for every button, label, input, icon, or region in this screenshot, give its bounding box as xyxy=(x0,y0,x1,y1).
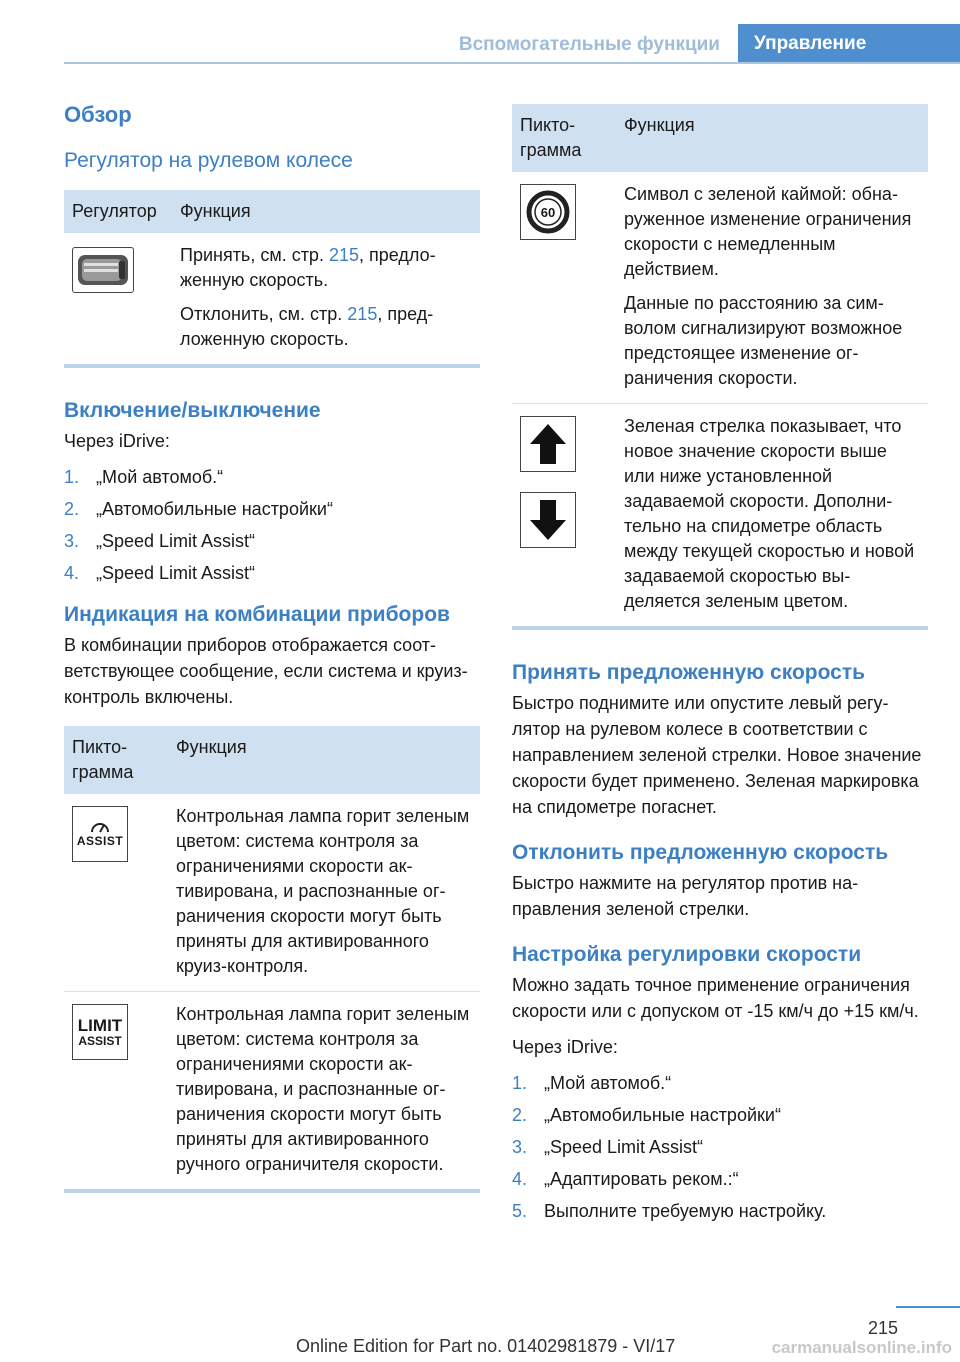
page-link[interactable]: 215 xyxy=(347,304,378,324)
reject-heading: Отклонить предложенную скорость xyxy=(512,841,889,864)
right-column xyxy=(512,104,928,1238)
onoff-intro: Через iDrive: xyxy=(64,431,170,451)
steering-control-subtitle: Регулятор на рулевом колесе xyxy=(64,149,353,172)
table-header-control: Регулятор xyxy=(64,190,172,233)
table-row: Принять, см. стр. 215, предложенную скорость. Отклонить, см. стр. 215, предложенную скорость. xyxy=(64,233,480,366)
table-cell: Символ с зеленой каймой: обнаруженное изменение ограничения скорости с немедленным действием. xyxy=(624,184,912,279)
table-row xyxy=(64,794,480,992)
table-header-function: Функция xyxy=(172,190,480,233)
onoff-steps xyxy=(64,464,480,586)
onoff-heading: Включение/выключение xyxy=(64,399,321,422)
list-item: 5. Выполните требуемую настройку. xyxy=(512,1201,827,1221)
table-header-function: Функция xyxy=(168,726,480,794)
table-header-pictogram: Пиктограмма xyxy=(512,104,616,172)
table-row xyxy=(512,404,928,629)
header-rule xyxy=(64,62,960,64)
table-row xyxy=(64,992,480,1192)
table-cell: Контрольная лампа горит зеленым цветом: система контроля за ограничениями скорости активирована, и распознанные ограничения скорости могут быть приняты для активированного ручного ограничителя скорости. xyxy=(168,992,480,1192)
assist-icon: ASSIST xyxy=(72,806,128,862)
table-header-function: Функция xyxy=(616,104,928,172)
header-chapter-tab: Управление xyxy=(738,24,960,64)
adjust-heading: Настройка регулировки скорости xyxy=(512,943,862,966)
adjust-intro: Через iDrive: xyxy=(512,1037,618,1057)
list-item: 2. „Автомобильные настройки“ xyxy=(512,1105,781,1125)
reject-text: Быстро нажмите на регулятор против направления зеленой стрелки. xyxy=(512,873,859,919)
page-link[interactable]: 215 xyxy=(328,245,359,265)
cluster-heading: Индикация на комбинации приборов xyxy=(64,603,450,626)
accept-text: Быстро поднимите или опустите левый регулятор на рулевом колесе в соответствии с направлением зеленой стрелки. Новое значение скорости будет применено. Зеленая маркировка на спидометре погаснет. xyxy=(512,693,922,817)
footer-edition: Online Edition for Part no. 01402981879 - VI/17 xyxy=(296,1336,676,1356)
list-item: 2. „Автомобильные настройки“ xyxy=(64,499,333,519)
list-item: 1. „Мой автомоб.“ xyxy=(64,467,224,487)
limit-assist-icon: LIMIT ASSIST xyxy=(72,1004,128,1060)
arrow-up-icon xyxy=(520,416,576,472)
table-cell: Данные по расстоянию за символом сигнализируют возможное предстоящее изменение ограничения скорости. xyxy=(624,293,903,388)
table-row xyxy=(512,172,928,404)
header-section-title: Вспомогательные функции xyxy=(458,34,720,55)
arrow-up-down-icon xyxy=(520,416,608,548)
arrow-down-icon xyxy=(520,492,576,548)
cluster-pictogram-table xyxy=(64,726,480,1193)
adjust-text: Можно задать точное применение ограничения скорости или с допуском от -15 км/ч до +15 км/ч. xyxy=(512,975,919,1021)
speed-limit-sign-icon: 60 xyxy=(520,184,576,240)
cluster-text: В комбинации приборов отображается соответствующее сообщение, если система и круиз-контроль включены. xyxy=(64,635,468,707)
list-item: 1. „Мой автомоб.“ xyxy=(512,1073,672,1093)
watermark: carmanualsonline.info xyxy=(771,1338,952,1357)
steering-wheel-rocker-switch-icon xyxy=(72,247,134,293)
list-item: 3. „Speed Limit Assist“ xyxy=(512,1137,704,1157)
left-column xyxy=(64,100,480,1193)
footer-rule xyxy=(896,1306,960,1308)
list-item: 4. „Speed Limit Assist“ xyxy=(64,563,256,583)
table-cell: Зеленая стрелка показывает, что новое значение скорости выше или ниже установленной задаваемой скорости. Дополнительно на спидометре область между текущей скоростью и новой задаваемой скоростью выделяется зеленым цветом. xyxy=(616,404,928,629)
steering-control-table xyxy=(64,190,480,368)
table-header-pictogram: Пиктограмма xyxy=(64,726,168,794)
list-item: 4. „Адаптировать реком.:“ xyxy=(512,1169,739,1189)
speed-pictogram-table xyxy=(512,104,928,630)
accept-heading: Принять предложенную скорость xyxy=(512,661,866,684)
table-cell: Контрольная лампа горит зеленым цветом: система контроля за ограничениями скорости активирована, и распознанные ограничения скорости могут быть приняты для активированного круиз-контроля. xyxy=(168,794,480,992)
page-number: 215 xyxy=(867,1318,898,1338)
adjust-steps xyxy=(512,1070,928,1224)
overview-title: Обзор xyxy=(64,102,132,127)
list-item: 3. „Speed Limit Assist“ xyxy=(64,531,256,551)
